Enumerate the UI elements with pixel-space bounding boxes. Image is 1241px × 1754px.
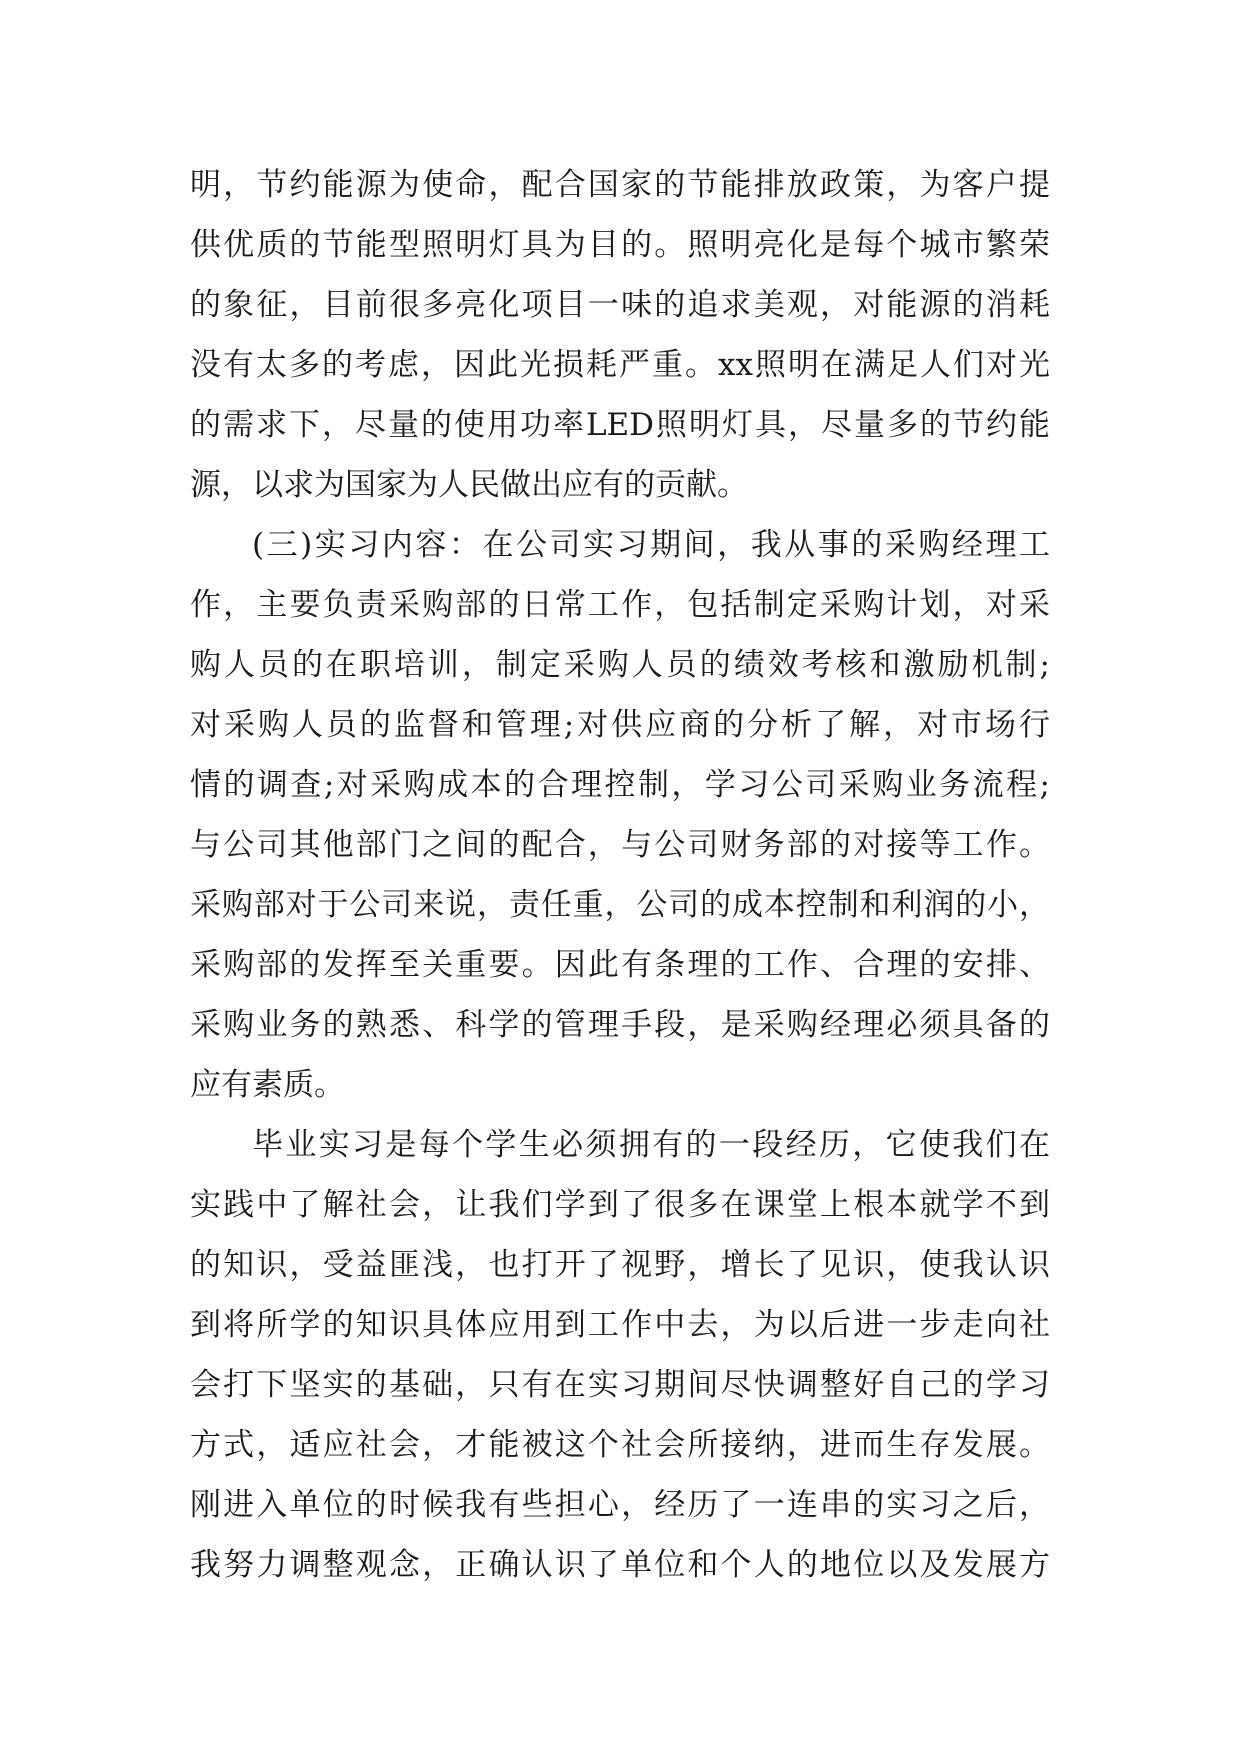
paragraph-line: 到将所学的知识具体应用到工作中去，为以后进一步走向社 (190, 1307, 1050, 1343)
paragraph-line: 对采购人员的监督和管理;对供应商的分析了解，对市场行 (190, 707, 1050, 743)
paragraph-2 (190, 515, 1050, 1115)
paragraph-line: 的知识，受益匪浅，也打开了视野，增长了见识，使我认识 (190, 1247, 1050, 1283)
paragraph-line: 方式，适应社会，才能被这个社会所接纳，进而生存发展。 (190, 1427, 1050, 1463)
paragraph-line: 情的调查;对采购成本的合理控制，学习公司采购业务流程; (190, 767, 1050, 803)
paragraph-line: (三)实习内容：在公司实习期间，我从事的采购经理工 (252, 527, 1050, 563)
paragraph-line: 与公司其他部门之间的配合，与公司财务部的对接等工作。 (190, 827, 1050, 863)
paragraph-line: 供优质的节能型照明灯具为目的。照明亮化是每个城市繁荣 (190, 227, 1050, 263)
paragraph-line: 刚进入单位的时候我有些担心，经历了一连串的实习之后， (190, 1487, 1050, 1523)
paragraph-line: 没有太多的考虑，因此光损耗严重。xx照明在满足人们对光 (190, 347, 1050, 383)
paragraph-line: 购人员的在职培训，制定采购人员的绩效考核和激励机制; (190, 647, 1050, 683)
paragraph-line: 的象征，目前很多亮化项目一味的追求美观，对能源的消耗 (190, 287, 1050, 323)
paragraph-line: 应有素质。 (190, 1067, 345, 1103)
paragraph-line: 采购部对于公司来说，责任重，公司的成本控制和利润的小， (190, 887, 1050, 923)
paragraph-3 (190, 1115, 1050, 1595)
paragraph-line: 的需求下，尽量的使用功率LED照明灯具，尽量多的节约能 (190, 407, 1050, 443)
paragraph-line: 采购部的发挥至关重要。因此有条理的工作、合理的安排、 (190, 947, 1050, 983)
paragraph-line: 作，主要负责采购部的日常工作，包括制定采购计划，对采 (190, 587, 1050, 623)
paragraph-1 (190, 155, 1050, 515)
paragraph-line: 源，以求为国家为人民做出应有的贡献。 (190, 467, 748, 503)
paragraph-line: 实践中了解社会，让我们学到了很多在课堂上根本就学不到 (190, 1187, 1050, 1223)
paragraph-line: 明，节约能源为使命，配合国家的节能排放政策，为客户提 (190, 167, 1050, 203)
paragraph-line: 毕业实习是每个学生必须拥有的一段经历，它使我们在 (252, 1127, 1050, 1163)
paragraph-line: 我努力调整观念，正确认识了单位和个人的地位以及发展方 (190, 1547, 1050, 1583)
paragraph-line: 采购业务的熟悉、科学的管理手段，是采购经理必须具备的 (190, 1007, 1050, 1043)
paragraph-line: 会打下坚实的基础，只有在实习期间尽快调整好自己的学习 (190, 1367, 1050, 1403)
